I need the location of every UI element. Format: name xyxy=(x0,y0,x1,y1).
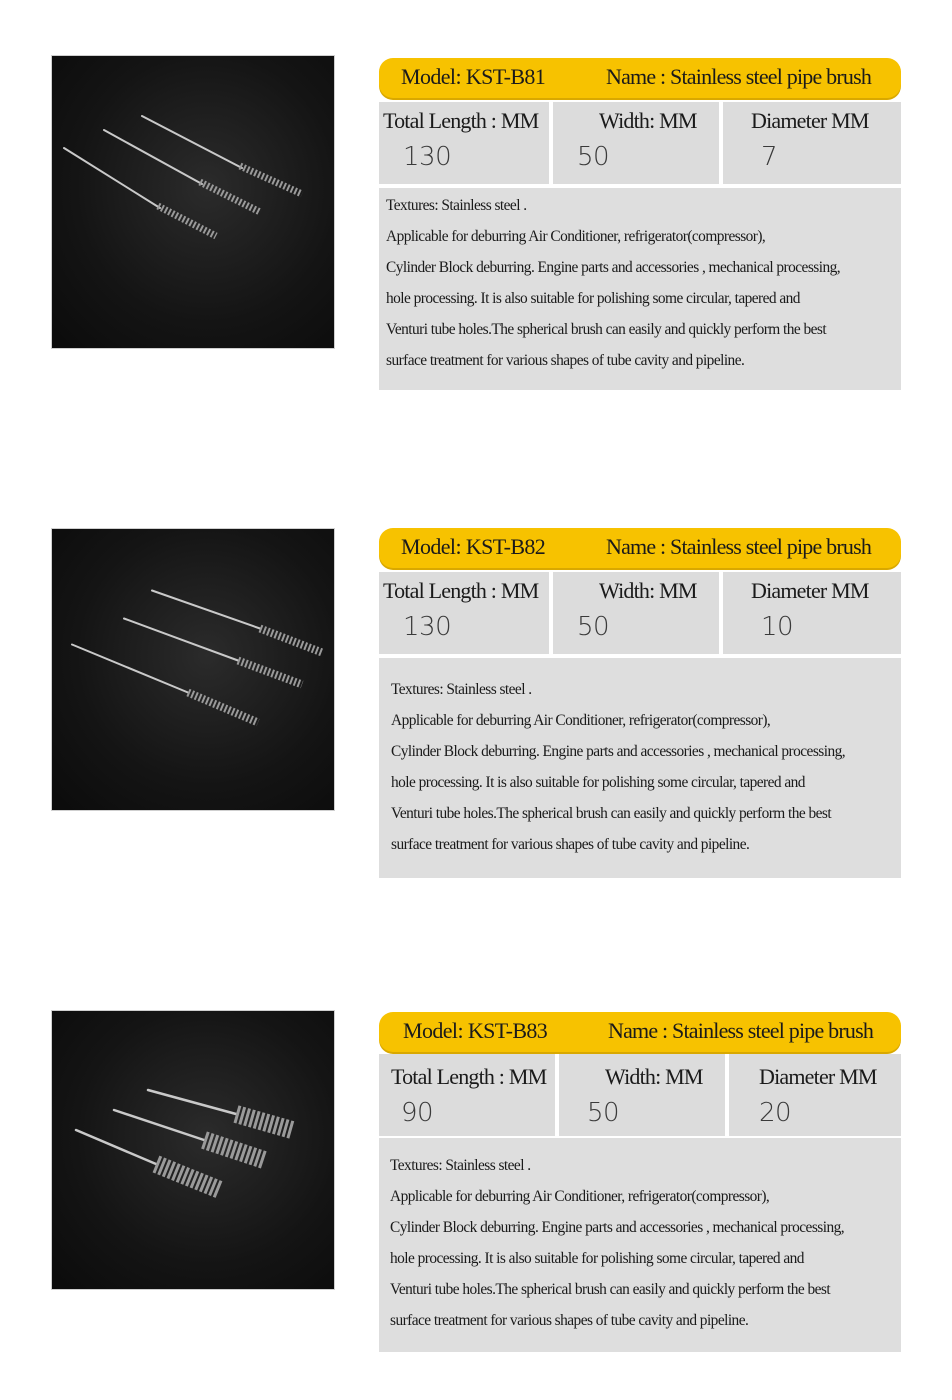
product-name: Name : Stainless steel pipe brush xyxy=(606,64,872,89)
spec-label: Total Length : MM xyxy=(391,1064,547,1089)
spec-diameter xyxy=(723,102,901,184)
spec-label: Diameter MM xyxy=(751,578,869,603)
spec-label: Total Length : MM xyxy=(383,578,539,603)
model-label: Model: KST-B81 xyxy=(401,64,546,89)
spec-total-length xyxy=(379,102,549,184)
spec-value: 10 xyxy=(761,612,794,642)
description-line: surface treatment for various shapes of tube cavity and pipeline. xyxy=(386,352,745,369)
header-bar xyxy=(379,1012,901,1052)
brush-image xyxy=(52,56,334,348)
product-name: Name : Stainless steel pipe brush xyxy=(608,1018,874,1043)
spec-diameter xyxy=(723,572,901,654)
description-panel xyxy=(379,658,901,878)
description-line: Applicable for deburring Air Conditioner, refrigerator(compressor), xyxy=(390,1188,770,1205)
description-line: surface treatment for various shapes of tube cavity and pipeline. xyxy=(390,1312,749,1329)
description-line: Venturi tube holes.The spherical brush can easily and quickly perform the best xyxy=(391,805,832,822)
description-line: Textures: Stainless steel . xyxy=(391,681,532,698)
spec-width xyxy=(553,572,719,654)
spec-diameter xyxy=(729,1054,901,1136)
spec-row xyxy=(379,1054,901,1136)
description-line: Cylinder Block deburring. Engine parts and accessories , mechanical processing, xyxy=(390,1219,845,1236)
spec-row xyxy=(379,572,901,654)
description-line: Textures: Stainless steel . xyxy=(386,197,527,214)
description-line: Venturi tube holes.The spherical brush can easily and quickly perform the best xyxy=(386,321,827,338)
description-line: surface treatment for various shapes of tube cavity and pipeline. xyxy=(391,836,750,853)
description-line: Cylinder Block deburring. Engine parts and accessories , mechanical processing, xyxy=(386,259,841,276)
spec-width xyxy=(559,1054,725,1136)
description-line: Applicable for deburring Air Conditioner, refrigerator(compressor), xyxy=(386,228,766,245)
description-line: hole processing. It is also suitable for polishing some circular, tapered and xyxy=(390,1250,804,1267)
product-photo xyxy=(52,1011,334,1289)
spec-value: 7 xyxy=(761,142,778,172)
spec-total-length xyxy=(379,1054,555,1136)
spec-value: 130 xyxy=(403,612,452,642)
spec-label: Width: MM xyxy=(599,578,697,603)
product-photo xyxy=(52,56,334,348)
spec-width xyxy=(553,102,719,184)
spec-label: Total Length : MM xyxy=(383,108,539,133)
spec-total-length xyxy=(379,572,549,654)
description-line: Venturi tube holes.The spherical brush can easily and quickly perform the best xyxy=(390,1281,831,1298)
header-bar xyxy=(379,58,901,98)
product-name: Name : Stainless steel pipe brush xyxy=(606,534,872,559)
spec-label: Width: MM xyxy=(605,1064,703,1089)
brush-image xyxy=(52,1011,334,1289)
spec-value: 50 xyxy=(587,1098,620,1128)
spec-label: Diameter MM xyxy=(759,1064,877,1089)
description-panel xyxy=(379,188,901,390)
spec-label: Width: MM xyxy=(599,108,697,133)
brush-image xyxy=(52,529,334,810)
header-bar xyxy=(379,528,901,568)
spec-value: 50 xyxy=(577,142,610,172)
description-line: hole processing. It is also suitable for polishing some circular, tapered and xyxy=(391,774,805,791)
model-label: Model: KST-B83 xyxy=(403,1018,548,1043)
model-label: Model: KST-B82 xyxy=(401,534,546,559)
spec-label: Diameter MM xyxy=(751,108,869,133)
description-line: Textures: Stainless steel . xyxy=(390,1157,531,1174)
spec-value: 50 xyxy=(577,612,610,642)
spec-row xyxy=(379,102,901,184)
spec-value: 90 xyxy=(401,1098,434,1128)
spec-value: 130 xyxy=(403,142,452,172)
spec-value: 20 xyxy=(759,1098,792,1128)
product-photo xyxy=(52,529,334,810)
description-line: Applicable for deburring Air Conditioner, refrigerator(compressor), xyxy=(391,712,771,729)
description-line: Cylinder Block deburring. Engine parts and accessories , mechanical processing, xyxy=(391,743,846,760)
description-line: hole processing. It is also suitable for polishing some circular, tapered and xyxy=(386,290,800,307)
description-panel xyxy=(379,1138,901,1352)
